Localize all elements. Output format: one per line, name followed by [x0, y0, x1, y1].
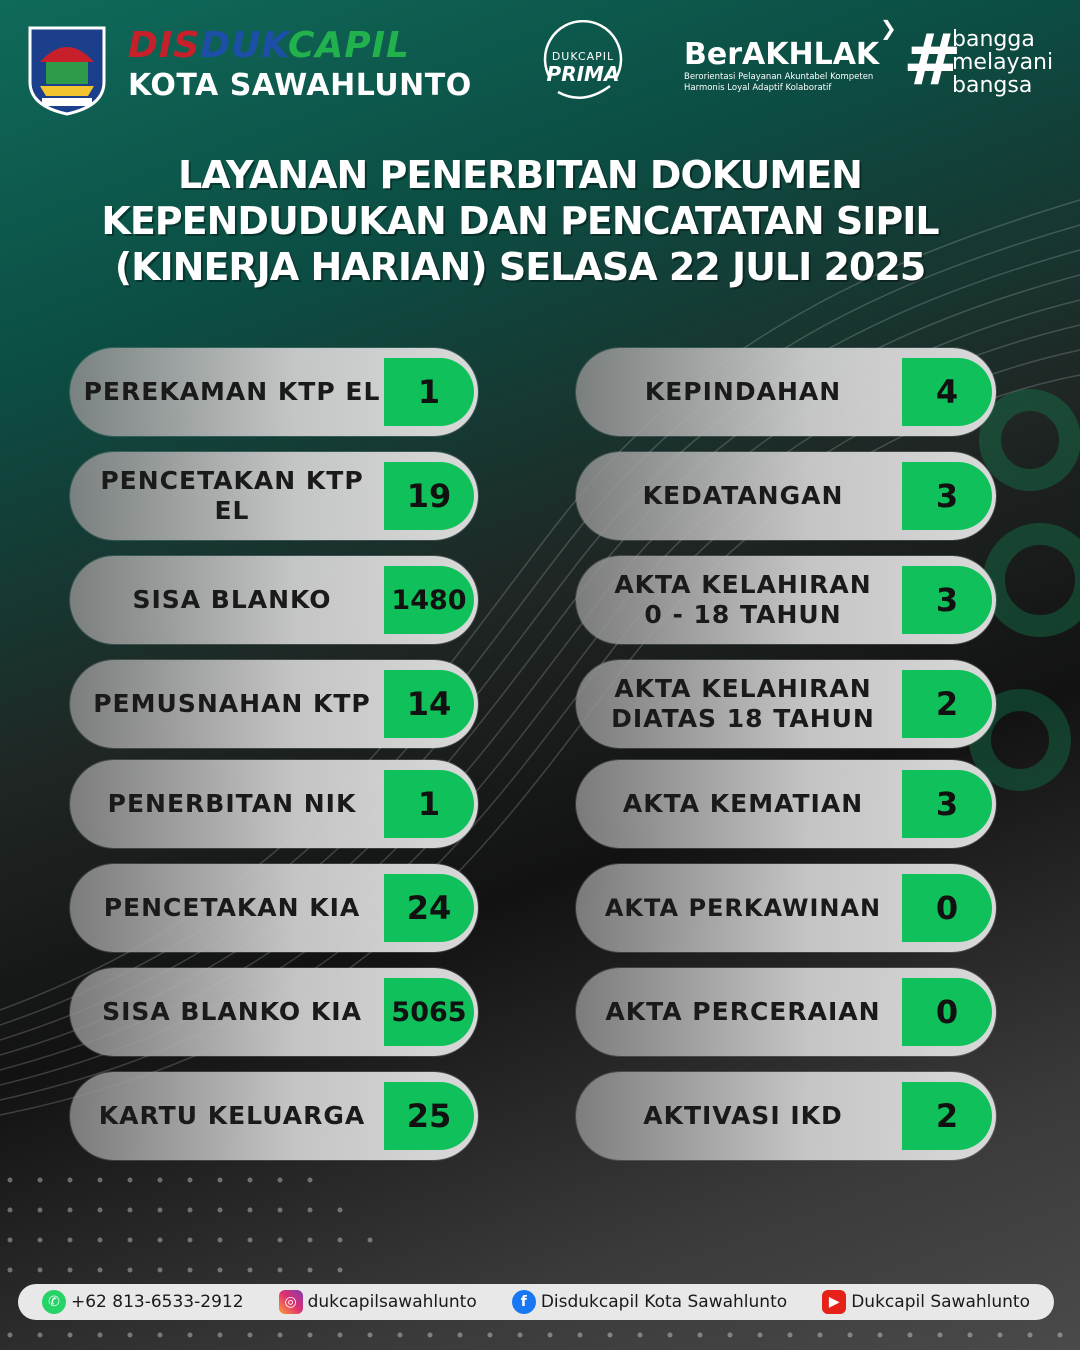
stat-card-penerbitan-nik: [70, 760, 478, 848]
stat-label: KARTU KELUARGA: [98, 1101, 366, 1130]
stat-card-kartu-keluarga: [70, 1072, 478, 1160]
instagram-contact[interactable]: ◎ dukcapilsawahlunto: [279, 1290, 477, 1314]
stat-value: 2: [902, 670, 992, 738]
stat-value: 3: [902, 566, 992, 634]
stat-card-akta-perkawinan: [576, 864, 996, 952]
stat-value: 1: [384, 770, 474, 838]
whatsapp-icon: ✆: [42, 1290, 66, 1314]
contact-footer: [18, 1284, 1054, 1320]
stat-value: 5065: [384, 978, 474, 1046]
stat-card-akta-kelahiran-0-18: [576, 556, 996, 644]
stat-card-perekaman-ktp-el: [70, 348, 478, 436]
stat-label: AKTIVASI IKD: [643, 1101, 843, 1130]
berakhlak-logo: BerAKHLAK Berorientasi Pelayanan Akuntabel Kompeten Harmonis Loyal Adaptif Kolaboratif: [684, 37, 880, 93]
stat-card-pencetakan-ktp-el: [70, 452, 478, 540]
stat-label: PENERBITAN NIK: [107, 789, 357, 818]
hashtag-icon: #: [903, 19, 962, 101]
page-title: LAYANAN PENERBITAN DOKUMEN KEPENDUDUKAN DAN PENCATATAN SIPIL (KINERJA HARIAN) SELASA 22 JULI 2025: [101, 153, 939, 289]
stat-value: 2: [902, 1082, 992, 1150]
stat-value: 4: [902, 358, 992, 426]
stat-label: SISA BLANKO: [132, 585, 332, 614]
stat-card-kedatangan: [576, 452, 996, 540]
city-emblem-logo: [26, 22, 108, 116]
youtube-contact[interactable]: ▶ Dukcapil Sawahlunto: [822, 1290, 1030, 1314]
stat-card-sisa-blanko-kia: [70, 968, 478, 1056]
stat-label: SISA BLANKO KIA: [102, 997, 362, 1026]
stat-value: 3: [902, 770, 992, 838]
brand-name: DISDUKCAPIL: [128, 25, 410, 66]
stat-value: 25: [384, 1082, 474, 1150]
stat-card-akta-kematian: [576, 760, 996, 848]
stat-label: AKTA PERKAWINAN: [604, 894, 882, 922]
stat-value: 19: [384, 462, 474, 530]
stat-label: PEREKAMAN KTP EL: [83, 377, 381, 406]
stat-value: 24: [384, 874, 474, 942]
stat-card-pemusnahan-ktp: [70, 660, 478, 748]
stat-label: AKTA KELAHIRAN 0 - 18 TAHUN: [614, 570, 872, 629]
chevron-right-icon: ❯: [880, 16, 897, 40]
stat-label: KEDATANGAN: [642, 481, 844, 510]
stat-label: PENCETAKAN KTP EL: [100, 466, 364, 525]
instagram-icon: ◎: [279, 1290, 303, 1314]
slogan: bangga melayani bangsa: [952, 27, 1054, 98]
brand-block: [128, 26, 472, 104]
stat-value: 0: [902, 978, 992, 1046]
stat-label: PEMUSNAHAN KTP: [93, 689, 371, 718]
stat-value: 1480: [384, 566, 474, 634]
stat-value: 14: [384, 670, 474, 738]
stat-card-pencetakan-kia: [70, 864, 478, 952]
dukcapil-prima-logo: DUKCAPIL PRIMA: [534, 18, 632, 104]
stat-card-sisa-blanko: [70, 556, 478, 644]
stat-value: 3: [902, 462, 992, 530]
stat-value: 0: [902, 874, 992, 942]
stat-value: 1: [384, 358, 474, 426]
stat-label: AKTA KELAHIRAN DIATAS 18 TAHUN: [611, 674, 875, 733]
decorative-dots: [0, 1170, 1080, 1350]
stat-card-kepindahan: [576, 348, 996, 436]
stat-card-akta-kelahiran-diatas-18: [576, 660, 996, 748]
youtube-icon: ▶: [822, 1290, 846, 1314]
brand-city: KOTA SAWAHLUNTO: [128, 68, 472, 103]
stat-label: KEPINDAHAN: [644, 377, 842, 406]
stat-label: AKTA PERCERAIAN: [605, 997, 881, 1026]
whatsapp-contact[interactable]: ✆ +62 813-6533-2912: [42, 1290, 244, 1314]
stat-card-akta-perceraian: [576, 968, 996, 1056]
stat-label: PENCETAKAN KIA: [103, 893, 361, 922]
stat-label: AKTA KEMATIAN: [622, 789, 864, 818]
stat-card-aktivasi-ikd: [576, 1072, 996, 1160]
facebook-icon: f: [512, 1290, 536, 1314]
facebook-contact[interactable]: f Disdukcapil Kota Sawahlunto: [512, 1290, 787, 1314]
